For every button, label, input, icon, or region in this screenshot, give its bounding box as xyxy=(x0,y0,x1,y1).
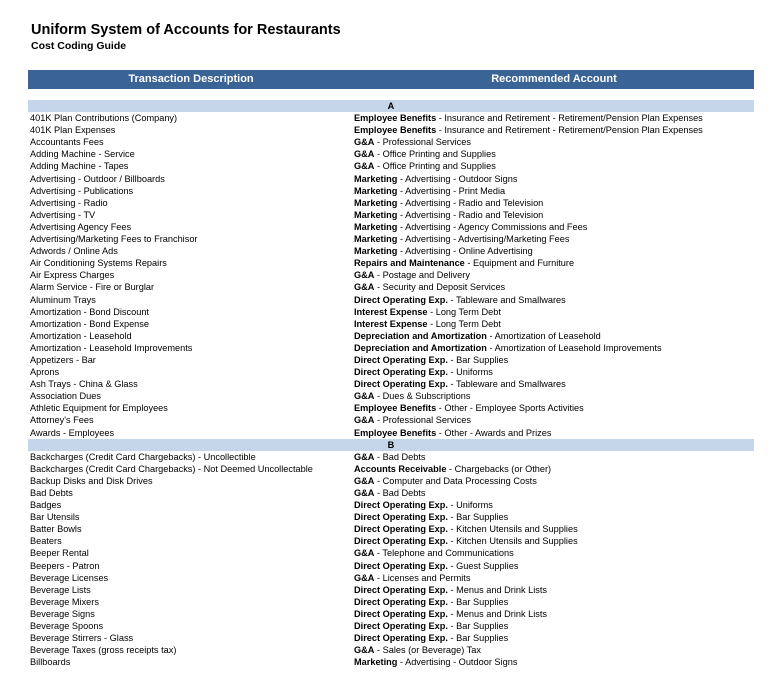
table-row xyxy=(28,342,754,354)
account-detail: - Uniforms xyxy=(447,367,493,378)
recommended-account xyxy=(354,656,517,668)
account-category: Employee Benefits xyxy=(354,427,437,438)
account-detail: - Long Term Debt xyxy=(427,318,501,329)
account-detail: - Kitchen Utensils and Supplies xyxy=(447,524,578,535)
recommended-account xyxy=(354,414,471,426)
table-row xyxy=(28,354,754,366)
account-category: Marketing xyxy=(354,221,398,232)
account-detail: - Postage and Delivery xyxy=(374,270,470,281)
transaction-description: Advertising - Outdoor / Billboards xyxy=(30,173,165,184)
account-category: G&A xyxy=(354,270,375,281)
account-category: G&A xyxy=(354,572,375,583)
table-row xyxy=(28,197,754,209)
recommended-account xyxy=(354,596,508,608)
transaction-description: Advertising - TV xyxy=(30,209,96,220)
table-row xyxy=(28,245,754,257)
account-detail: - Amortization of Leasehold xyxy=(486,330,601,341)
table-row xyxy=(28,221,754,233)
recommended-account xyxy=(354,511,508,523)
recommended-account xyxy=(354,475,537,487)
section-header: B xyxy=(28,439,754,451)
account-category: G&A xyxy=(354,149,375,160)
transaction-description: Backup Disks and Disk Drives xyxy=(30,475,153,486)
transaction-description: Beeper Rental xyxy=(30,548,89,559)
section-header: A xyxy=(28,100,754,112)
column-header-description: Transaction Description xyxy=(128,73,254,85)
recommended-account xyxy=(354,632,508,644)
account-category: Depreciation and Amortization xyxy=(354,342,487,353)
recommended-account xyxy=(354,245,533,257)
recommended-account xyxy=(354,535,578,547)
transaction-description: Billboards xyxy=(30,657,71,668)
recommended-account xyxy=(354,547,514,559)
table-row xyxy=(28,414,754,426)
account-category: Marketing xyxy=(354,197,398,208)
table-row xyxy=(28,257,754,269)
account-category: Direct Operating Exp. xyxy=(354,379,448,390)
transaction-description: 401K Plan Expenses xyxy=(30,125,116,136)
transaction-description: Ash Trays - China & Glass xyxy=(30,379,138,390)
account-detail: - Bar Supplies xyxy=(447,512,509,523)
table-row xyxy=(28,185,754,197)
account-category: Marketing xyxy=(354,173,398,184)
recommended-account xyxy=(354,233,570,245)
recommended-account xyxy=(354,124,703,136)
account-detail: - Guest Supplies xyxy=(447,560,519,571)
account-category: Employee Benefits xyxy=(354,125,437,136)
transaction-description: Backcharges (Credit Card Chargebacks) - Uncollectible xyxy=(30,451,256,462)
recommended-account xyxy=(354,221,587,233)
transaction-description: Amortization - Bond Expense xyxy=(30,318,149,329)
table-header xyxy=(28,70,754,89)
table-row xyxy=(28,656,754,668)
account-detail: - Licenses and Permits xyxy=(374,572,471,583)
document-subtitle: Cost Coding Guide xyxy=(31,40,127,52)
account-detail: - Bad Debts xyxy=(374,488,426,498)
recommended-account xyxy=(354,209,543,221)
table-row xyxy=(28,584,754,596)
transaction-description: Advertising - Radio xyxy=(30,197,108,208)
account-detail: - Menus and Drink Lists xyxy=(447,584,548,595)
recommended-account xyxy=(354,136,471,148)
table-row xyxy=(28,402,754,414)
account-category: Marketing xyxy=(354,234,398,245)
account-detail: - Advertising - Online Advertising xyxy=(397,246,533,257)
account-category: Direct Operating Exp. xyxy=(354,524,448,535)
recommended-account xyxy=(354,318,501,330)
account-detail: - Other - Employee Sports Activities xyxy=(436,403,584,414)
recommended-account xyxy=(354,572,470,584)
account-category: Marketing xyxy=(354,185,398,196)
recommended-account xyxy=(354,463,551,475)
transaction-description: Beverage Signs xyxy=(30,608,95,619)
recommended-account xyxy=(354,197,543,209)
transaction-description: Advertising - Publications xyxy=(30,185,134,196)
account-category: Marketing xyxy=(354,246,398,257)
account-category: Direct Operating Exp. xyxy=(354,367,448,378)
table-row xyxy=(28,294,754,306)
transaction-description: Beverage Taxes (gross receipts tax) xyxy=(30,645,177,656)
transaction-description: Adding Machine - Service xyxy=(30,149,135,160)
account-category: G&A xyxy=(354,451,375,462)
transaction-description: Amortization - Leasehold Improvements xyxy=(30,342,193,353)
table-row xyxy=(28,596,754,608)
transaction-description: Badges xyxy=(30,500,62,511)
account-detail: - Professional Services xyxy=(374,415,471,426)
account-category: G&A xyxy=(354,391,375,402)
recommended-account xyxy=(354,608,547,620)
recommended-account xyxy=(354,354,508,366)
recommended-account xyxy=(354,487,426,499)
account-category: Direct Operating Exp. xyxy=(354,560,448,571)
table-row xyxy=(28,547,754,559)
table-row xyxy=(28,378,754,390)
transaction-description: Air Express Charges xyxy=(30,270,115,281)
recommended-account xyxy=(354,342,662,354)
account-detail: - Office Printing and Supplies xyxy=(374,161,496,172)
account-detail: - Insurance and Retirement - Retirement/Pension Plan Expenses xyxy=(436,113,703,124)
account-category: G&A xyxy=(354,415,375,426)
recommended-account xyxy=(354,269,470,281)
account-category: Direct Operating Exp. xyxy=(354,512,448,523)
account-detail: - Professional Services xyxy=(374,137,471,148)
account-detail: - Advertising - Print Media xyxy=(397,185,506,196)
table-row xyxy=(28,136,754,148)
transaction-description: Athletic Equipment for Employees xyxy=(30,403,168,414)
table-row xyxy=(28,269,754,281)
recommended-account xyxy=(354,366,493,378)
transaction-description: Beverage Stirrers - Glass xyxy=(30,633,134,644)
account-detail: - Other - Awards and Prizes xyxy=(436,427,552,438)
account-category: Direct Operating Exp. xyxy=(354,633,448,644)
transaction-description: Association Dues xyxy=(30,391,101,402)
account-category: Employee Benefits xyxy=(354,113,437,124)
account-detail: - Equipment and Furniture xyxy=(464,258,575,269)
account-category: G&A xyxy=(354,645,375,656)
recommended-account xyxy=(354,560,518,572)
table-row xyxy=(28,632,754,644)
table-row xyxy=(28,535,754,547)
account-detail: - Advertising - Radio and Television xyxy=(397,209,544,220)
recommended-account xyxy=(354,185,505,197)
transaction-description: Air Conditioning Systems Repairs xyxy=(30,258,167,269)
recommended-account xyxy=(354,281,505,293)
account-detail: - Bar Supplies xyxy=(447,354,509,365)
account-category: G&A xyxy=(354,282,375,293)
account-detail: - Tableware and Smallwares xyxy=(447,379,566,390)
table-row xyxy=(28,572,754,584)
transaction-description: Attorney's Fees xyxy=(30,415,94,426)
table-row xyxy=(28,306,754,318)
table-row xyxy=(28,560,754,572)
account-detail: - Long Term Debt xyxy=(427,306,501,317)
transaction-description: 401K Plan Contributions (Company) xyxy=(30,113,178,124)
table-row xyxy=(28,281,754,293)
transaction-description: Alarm Service - Fire or Burglar xyxy=(30,282,155,293)
account-detail: - Amortization of Leasehold Improvements xyxy=(486,342,662,353)
recommended-account xyxy=(354,148,496,160)
recommended-account xyxy=(354,306,501,318)
table-row xyxy=(28,318,754,330)
table-row xyxy=(28,160,754,172)
table-row xyxy=(28,366,754,378)
account-detail: - Insurance and Retirement - Retirement/Pension Plan Expenses xyxy=(436,125,703,136)
recommended-account xyxy=(354,402,584,414)
account-detail: - Uniforms xyxy=(447,500,493,511)
recommended-account xyxy=(354,620,508,632)
account-detail: - Bar Supplies xyxy=(447,621,509,632)
recommended-account xyxy=(354,499,493,511)
table-row xyxy=(28,124,754,136)
recommended-account xyxy=(354,390,470,402)
transaction-description: Beverage Lists xyxy=(30,584,91,595)
recommended-account xyxy=(354,427,551,439)
table-row xyxy=(28,511,754,523)
account-detail: - Kitchen Utensils and Supplies xyxy=(447,536,578,547)
account-category: Direct Operating Exp. xyxy=(354,584,448,595)
transaction-description: Aprons xyxy=(30,367,60,378)
account-category: Marketing xyxy=(354,209,398,220)
table-row xyxy=(28,427,754,439)
account-detail: - Dues & Subscriptions xyxy=(374,391,471,402)
account-detail: - Bar Supplies xyxy=(447,596,509,607)
document-title: Uniform System of Accounts for Restaurants xyxy=(31,22,341,38)
account-detail: - Telephone and Communications xyxy=(374,548,514,559)
transaction-description: Bar Utensils xyxy=(30,512,80,523)
recommended-account xyxy=(354,294,566,306)
table-row xyxy=(28,523,754,535)
account-detail: - Advertising - Outdoor Signs xyxy=(397,657,518,668)
account-detail: - Office Printing and Supplies xyxy=(374,149,496,160)
recommended-account xyxy=(354,378,566,390)
account-category: Direct Operating Exp. xyxy=(354,608,448,619)
account-category: G&A xyxy=(354,475,375,486)
account-detail: - Sales (or Beverage) Tax xyxy=(374,645,481,656)
recommended-account xyxy=(354,330,601,342)
table-row xyxy=(28,173,754,185)
transaction-description: Aluminum Trays xyxy=(30,294,96,305)
account-category: G&A xyxy=(354,137,375,148)
account-detail: - Advertising - Agency Commissions and Fees xyxy=(397,221,588,232)
recommended-account xyxy=(354,257,574,269)
transaction-description: Backcharges (Credit Card Chargebacks) - Not Deemed Uncollectable xyxy=(30,463,313,474)
transaction-description: Beepers - Patron xyxy=(30,560,100,571)
table-row xyxy=(28,620,754,632)
table-row xyxy=(28,112,754,124)
account-category: Depreciation and Amortization xyxy=(354,330,487,341)
table-row xyxy=(28,644,754,656)
account-detail: - Advertising - Outdoor Signs xyxy=(397,173,518,184)
account-category: Interest Expense xyxy=(354,306,428,317)
account-detail: - Advertising - Radio and Television xyxy=(397,197,544,208)
table-row xyxy=(28,463,754,475)
recommended-account xyxy=(354,451,426,463)
transaction-description: Advertising Agency Fees xyxy=(30,221,132,232)
transaction-description: Amortization - Bond Discount xyxy=(30,306,149,317)
transaction-description: Appetizers - Bar xyxy=(30,354,96,365)
transaction-description: Beaters xyxy=(30,536,62,547)
transaction-description: Beverage Spoons xyxy=(30,621,104,632)
account-category: G&A xyxy=(354,548,375,559)
account-detail: - Chargebacks (or Other) xyxy=(446,463,552,474)
transaction-description: Bad Debts xyxy=(30,488,73,498)
account-category: Accounts Receivable xyxy=(354,463,447,474)
recommended-account xyxy=(354,523,578,535)
transaction-description: Accountants Fees xyxy=(30,137,104,148)
table-row xyxy=(28,148,754,160)
account-detail: - Menus and Drink Lists xyxy=(447,608,548,619)
account-category: Direct Operating Exp. xyxy=(354,354,448,365)
recommended-account xyxy=(354,644,481,656)
account-table xyxy=(28,100,754,668)
account-category: Direct Operating Exp. xyxy=(354,500,448,511)
account-detail: - Computer and Data Processing Costs xyxy=(374,475,537,486)
table-row xyxy=(28,233,754,245)
transaction-description: Advertising/Marketing Fees to Franchisor xyxy=(30,234,198,245)
transaction-description: Awards - Employees xyxy=(30,427,115,438)
transaction-description: Adding Machine - Tapes xyxy=(30,161,129,172)
account-category: Direct Operating Exp. xyxy=(354,621,448,632)
table-row xyxy=(28,390,754,402)
account-category: G&A xyxy=(354,488,375,498)
transaction-description: Adwords / Online Ads xyxy=(30,246,118,257)
table-row xyxy=(28,451,754,463)
account-category: Employee Benefits xyxy=(354,403,437,414)
account-category: Direct Operating Exp. xyxy=(354,596,448,607)
transaction-description: Beverage Licenses xyxy=(30,572,109,583)
account-detail: - Advertising - Advertising/Marketing Fees xyxy=(397,234,570,245)
account-detail: - Tableware and Smallwares xyxy=(447,294,566,305)
account-detail: - Bar Supplies xyxy=(447,633,509,644)
transaction-description: Amortization - Leasehold xyxy=(30,330,132,341)
account-category: Direct Operating Exp. xyxy=(354,294,448,305)
account-category: Interest Expense xyxy=(354,318,428,329)
table-row xyxy=(28,499,754,511)
recommended-account xyxy=(354,173,517,185)
table-row xyxy=(28,487,754,499)
transaction-description: Batter Bowls xyxy=(30,524,82,535)
account-detail: - Security and Deposit Services xyxy=(374,282,506,293)
table-row xyxy=(28,209,754,221)
transaction-description: Beverage Mixers xyxy=(30,596,99,607)
account-category: Direct Operating Exp. xyxy=(354,536,448,547)
account-category: Repairs and Maintenance xyxy=(354,258,465,269)
table-row xyxy=(28,475,754,487)
account-category: Marketing xyxy=(354,657,398,668)
recommended-account xyxy=(354,584,547,596)
recommended-account xyxy=(354,160,496,172)
account-detail: - Bad Debts xyxy=(374,451,426,462)
account-category: G&A xyxy=(354,161,375,172)
recommended-account xyxy=(354,112,703,124)
table-row xyxy=(28,608,754,620)
column-header-account: Recommended Account xyxy=(491,73,617,85)
table-row xyxy=(28,330,754,342)
